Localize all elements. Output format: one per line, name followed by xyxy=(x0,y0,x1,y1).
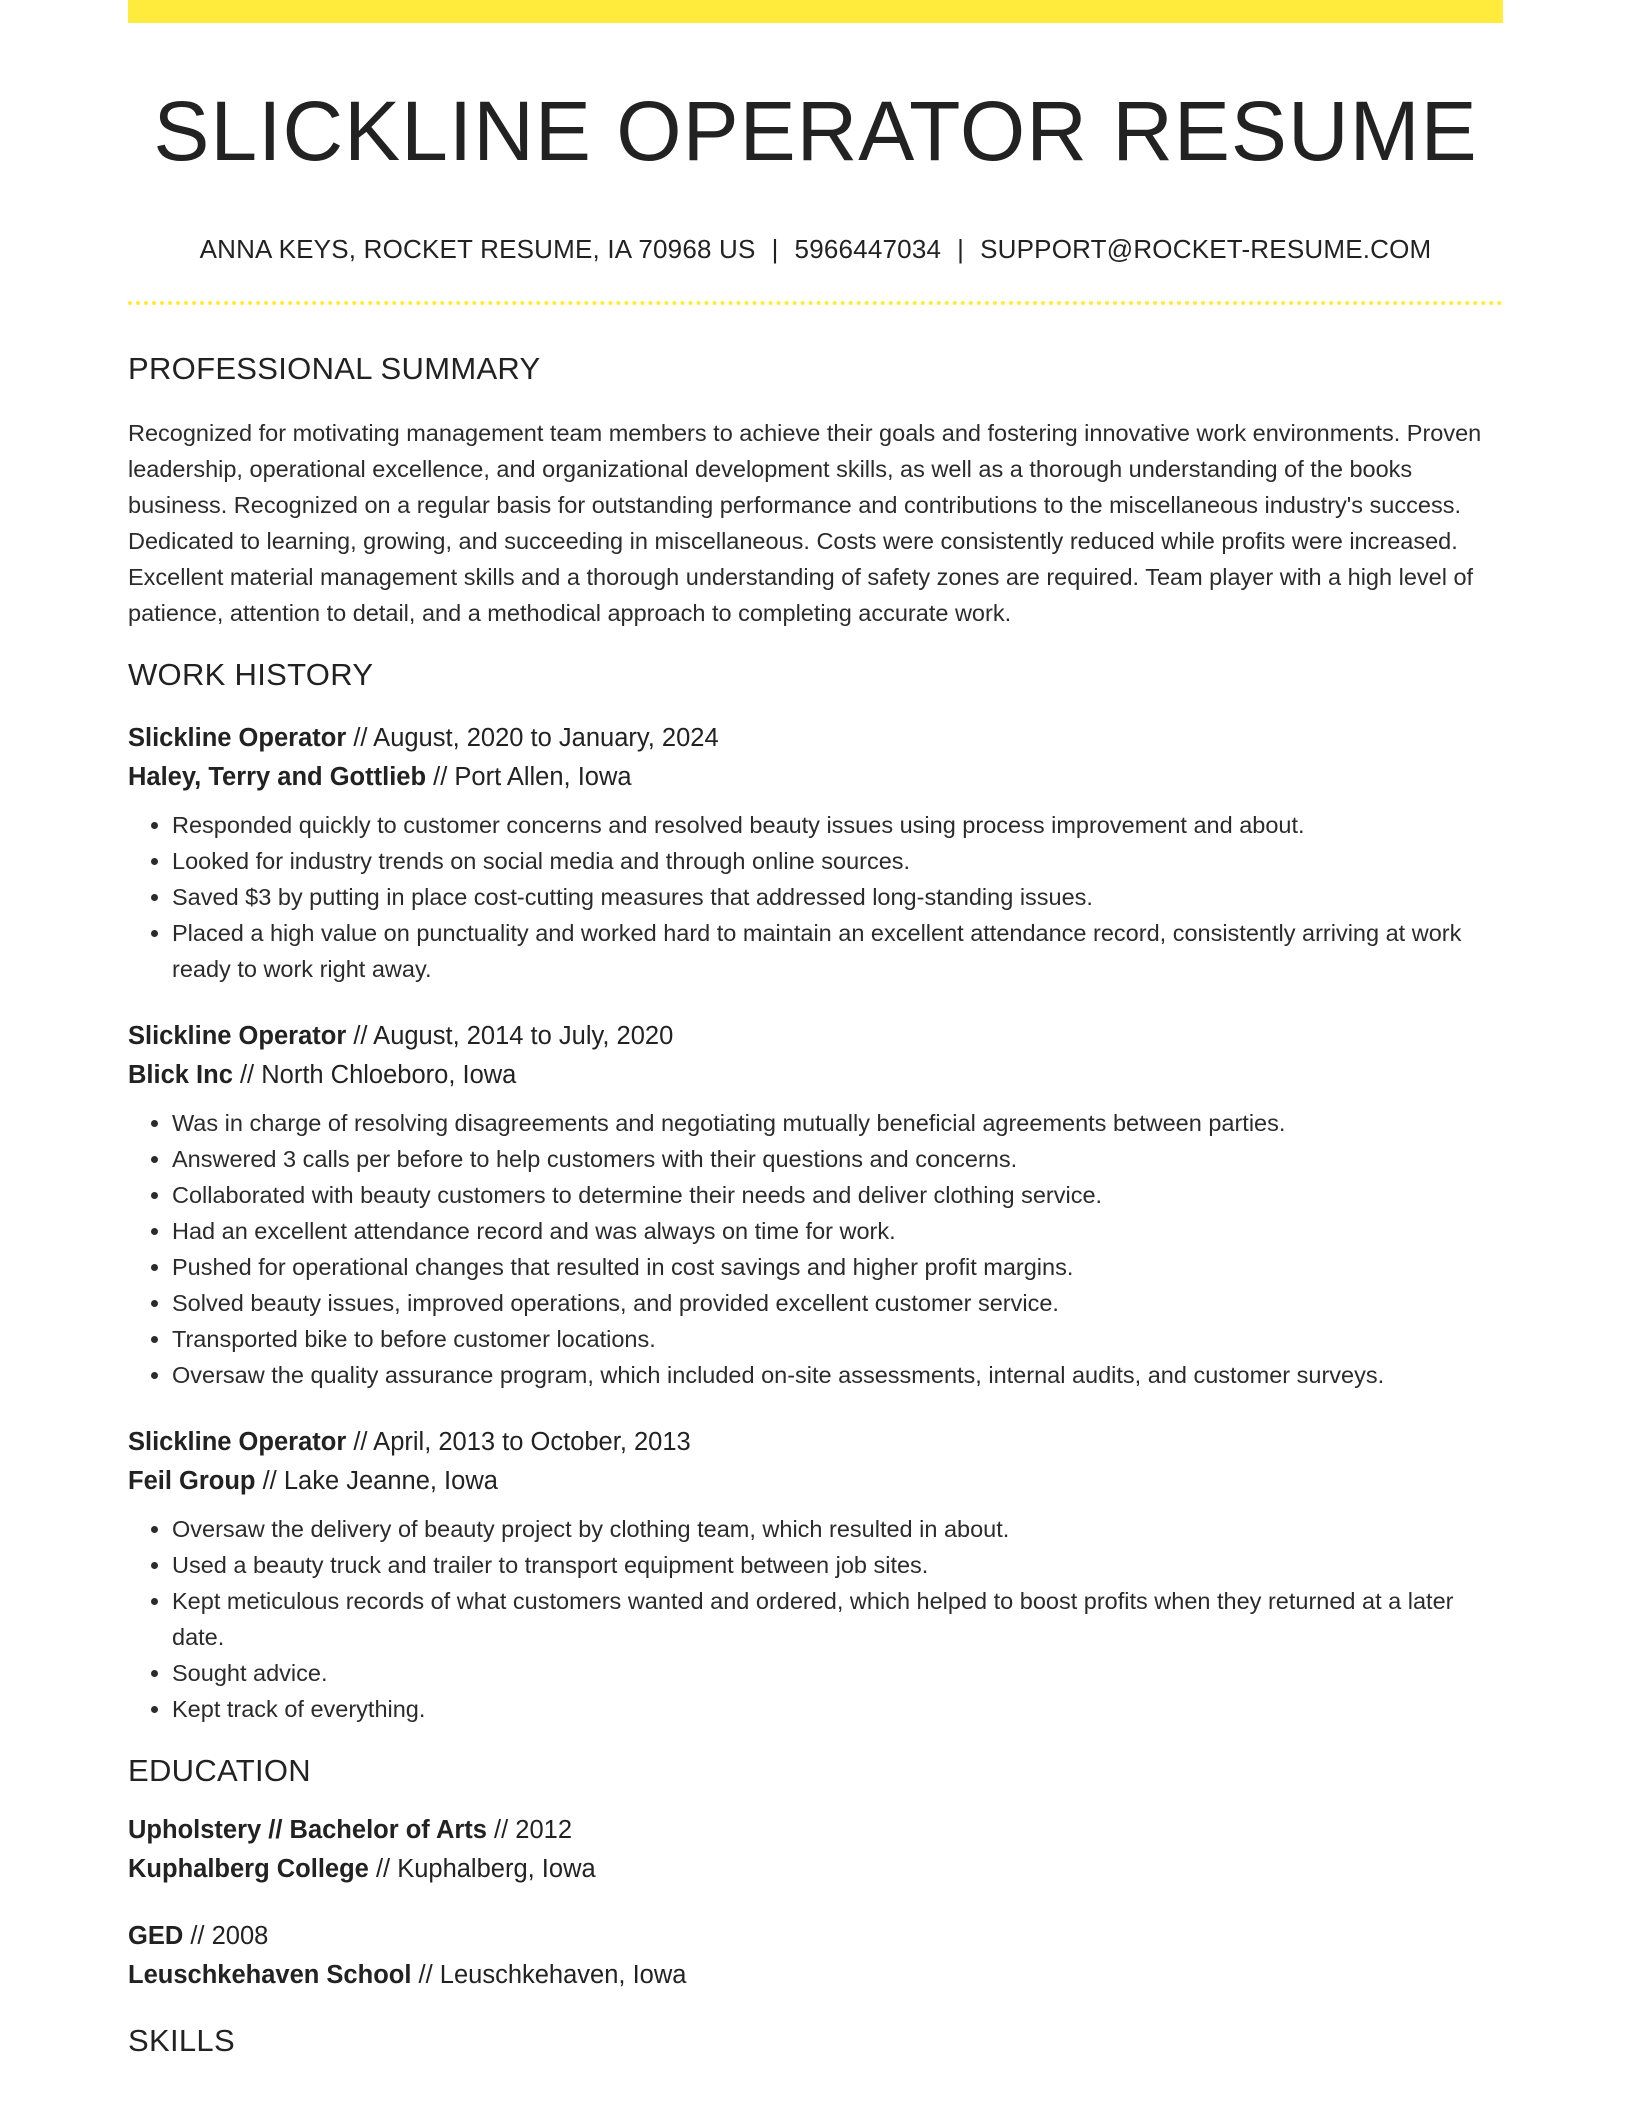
list-item: • Was in charge of resolving disagreements and negotiating mutually beneficial agreements between parties. xyxy=(172,1105,1503,1141)
job-company: Feil Group xyxy=(128,1467,256,1495)
job-role: Slickline Operator xyxy=(128,724,347,752)
list-item: • Pushed for operational changes that resulted in cost savings and higher profit margins. xyxy=(172,1249,1503,1285)
skills-heading: SKILLS xyxy=(128,2023,235,2058)
education-entry xyxy=(128,1917,1503,1995)
list-item: • Used a beauty truck and trailer to transport equipment between job sites. xyxy=(172,1547,1503,1583)
contact-separator: | xyxy=(771,234,779,264)
job-dates: // August, 2020 to January, 2024 xyxy=(346,724,719,752)
list-item: • Oversaw the delivery of beauty project by clothing team, which resulted in about. xyxy=(172,1511,1503,1547)
work-history-heading: WORK HISTORY xyxy=(128,657,374,692)
contact-address: ANNA KEYS, ROCKET RESUME, IA 70968 US xyxy=(199,234,756,264)
list-item: • Saved $3 by putting in place cost-cutting measures that addressed long-standing issues. xyxy=(172,879,1503,915)
education-year: // 2008 xyxy=(183,1922,269,1950)
education-school-line xyxy=(128,1956,1503,1995)
list-item: • Solved beauty issues, improved operations, and provided excellent customer service. xyxy=(172,1285,1503,1321)
job-location: // Port Allen, Iowa xyxy=(426,763,632,791)
job-dates: // August, 2014 to July, 2020 xyxy=(346,1022,674,1050)
contact-line xyxy=(128,233,1503,265)
job-entry xyxy=(128,1017,1503,1393)
education-degree-line xyxy=(128,1917,1503,1956)
job-company-line xyxy=(128,1462,1503,1501)
list-item: • Responded quickly to customer concerns and resolved beauty issues using process improvement and about. xyxy=(172,807,1503,843)
resume-page xyxy=(128,0,1503,2061)
contact-phone: 5966447034 xyxy=(794,234,942,264)
contact-email: SUPPORT@ROCKET-RESUME.COM xyxy=(980,234,1432,264)
education-year: // 2012 xyxy=(486,1816,573,1844)
job-entry xyxy=(128,1423,1503,1727)
contact-separator: | xyxy=(957,234,965,264)
top-accent-bar xyxy=(128,0,1503,23)
list-item: • Had an excellent attendance record and was always on time for work. xyxy=(172,1213,1503,1249)
education-location: // Leuschkehaven, Iowa xyxy=(411,1961,687,1989)
job-location: // Lake Jeanne, Iowa xyxy=(255,1467,498,1495)
job-company: Blick Inc xyxy=(128,1061,233,1089)
list-item: • Answered 3 calls per before to help customers with their questions and concerns. xyxy=(172,1141,1503,1177)
resume-title: SLICKLINE OPERATOR RESUME xyxy=(153,84,1478,178)
list-item: • Transported bike to before customer locations. xyxy=(172,1321,1503,1357)
dotted-divider xyxy=(128,301,1503,305)
list-item: • Kept track of everything. xyxy=(172,1691,1503,1727)
list-item: • Looked for industry trends on social media and through online sources. xyxy=(172,843,1503,879)
job-bullets xyxy=(128,807,1503,987)
education-entry xyxy=(128,1811,1503,1889)
education-degree: Upholstery // Bachelor of Arts xyxy=(128,1816,487,1844)
job-bullets xyxy=(128,1511,1503,1727)
list-item: • Kept meticulous records of what customers wanted and ordered, which helped to boost profits when they returned at a later date. xyxy=(172,1583,1503,1655)
education-school: Leuschkehaven School xyxy=(128,1961,412,1989)
job-title-line xyxy=(128,1423,1503,1462)
job-title-line xyxy=(128,719,1503,758)
job-role: Slickline Operator xyxy=(128,1022,347,1050)
job-bullets xyxy=(128,1105,1503,1393)
job-company-line xyxy=(128,1056,1503,1095)
education-degree-line xyxy=(128,1811,1503,1850)
job-company: Haley, Terry and Gottlieb xyxy=(128,763,427,791)
education-school-line xyxy=(128,1850,1503,1889)
education-location: // Kuphalberg, Iowa xyxy=(368,1855,596,1883)
summary-heading: PROFESSIONAL SUMMARY xyxy=(128,351,541,386)
list-item: • Oversaw the quality assurance program, which included on-site assessments, internal audits, and customer surveys. xyxy=(172,1357,1503,1393)
job-dates: // April, 2013 to October, 2013 xyxy=(346,1428,691,1456)
summary-text: Recognized for motivating management team members to achieve their goals and fostering innovative work environments. Proven leadership, operational excellence, and organizational development skills, as well as a thorough understanding of the books business. Recognized on a regular basis for outstanding performance and contributions to the miscellaneous industry's success. Dedicated to learning, growing, and succeeding in miscellaneous. Costs were consistently reduced while profits were increased. Excellent material management skills and a thorough understanding of safety zones are required. Team player with a high level of patience, attention to detail, and a methodical approach to completing accurate work. xyxy=(128,420,1482,626)
list-item: • Collaborated with beauty customers to determine their needs and deliver clothing service. xyxy=(172,1177,1503,1213)
education-school: Kuphalberg College xyxy=(128,1855,369,1883)
list-item: • Sought advice. xyxy=(172,1655,1503,1691)
job-entry xyxy=(128,719,1503,987)
list-item: • Placed a high value on punctuality and worked hard to maintain an excellent attendance record, consistently arriving at work ready to work right away. xyxy=(172,915,1503,987)
education-heading: EDUCATION xyxy=(128,1753,311,1788)
job-company-line xyxy=(128,758,1503,797)
education-degree: GED xyxy=(128,1922,184,1950)
job-location: // North Chloeboro, Iowa xyxy=(232,1061,517,1089)
job-role: Slickline Operator xyxy=(128,1428,347,1456)
job-title-line xyxy=(128,1017,1503,1056)
